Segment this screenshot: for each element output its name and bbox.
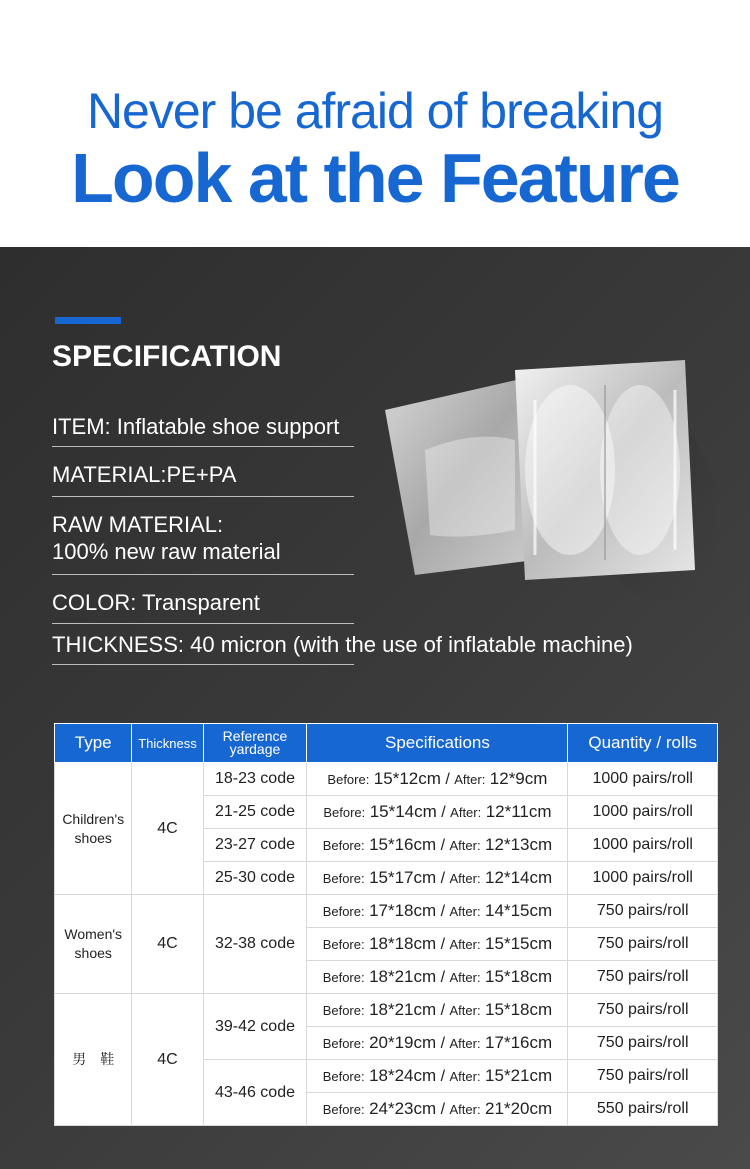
table-row — [55, 994, 718, 1027]
after-value: 21*20cm — [485, 1099, 553, 1118]
qty-cell: 550 pairs/roll — [568, 1093, 718, 1126]
spec-cell: Before: 24*23cm / After: 21*20cm — [307, 1093, 568, 1126]
qty-cell: 750 pairs/roll — [568, 1060, 718, 1093]
ref-cell: 25-30 code — [203, 862, 307, 895]
thickness-cell: 4C — [132, 763, 203, 895]
after-label: After: — [449, 838, 481, 853]
ref-cell: 21-25 code — [203, 796, 307, 829]
spec-thickness: THICKNESS: 40 micron (with the use of inflatable machine) — [52, 632, 633, 657]
before-value: 15*17cm — [369, 868, 437, 887]
type-label: Children's — [62, 810, 125, 827]
ref-cell: 43-46 code — [203, 1060, 307, 1126]
subtitle: Never be afraid of breaking — [86, 83, 664, 139]
header-ref-line2: yardage — [229, 741, 281, 757]
type-label: shoes — [74, 945, 112, 961]
after-label: After: — [449, 1069, 481, 1084]
spec-cell: Before: 18*21cm / After: 15*18cm — [307, 961, 568, 994]
after-value: 17*16cm — [485, 1033, 553, 1052]
spec-raw-material-label: RAW MATERIAL: — [52, 512, 224, 537]
before-label: Before: — [323, 805, 366, 820]
after-label: After: — [449, 937, 481, 952]
spec-color: COLOR: Transparent — [52, 590, 260, 615]
after-label: After: — [449, 970, 481, 985]
qty-cell: 1000 pairs/roll — [568, 862, 718, 895]
ref-cell: 23-27 code — [203, 829, 307, 862]
header-thickness: Thickness — [132, 724, 203, 763]
after-value: 15*18cm — [485, 967, 553, 986]
after-value: 14*15cm — [485, 901, 553, 920]
before-label: Before: — [322, 937, 365, 952]
before-label: Before: — [322, 1069, 365, 1084]
spec-cell: Before: 20*19cm / After: 17*16cm — [307, 1027, 568, 1060]
spec-cell: Before: 17*18cm / After: 14*15cm — [307, 895, 568, 928]
spec-cell: Before: 18*18cm / After: 15*15cm — [307, 928, 568, 961]
header-ref-line1: Reference — [222, 728, 288, 744]
qty-cell: 1000 pairs/roll — [568, 763, 718, 796]
ref-cell: 39-42 code — [203, 994, 307, 1060]
spec-material: MATERIAL:PE+PA — [52, 462, 237, 487]
after-value: 15*15cm — [485, 934, 553, 953]
qty-cell: 1000 pairs/roll — [568, 796, 718, 829]
divider — [52, 664, 354, 665]
spec-heading: SPECIFICATION — [52, 340, 282, 373]
before-label: Before: — [327, 772, 370, 787]
inflatable-shoe-support-bag-icon — [385, 360, 715, 600]
before-value: 15*12cm — [373, 769, 441, 788]
table-row — [55, 895, 718, 928]
after-label: After: — [449, 1036, 481, 1051]
before-label: Before: — [322, 1102, 365, 1117]
qty-cell: 750 pairs/roll — [568, 1027, 718, 1060]
spec-cell: Before: 15*17cm / After: 12*14cm — [307, 862, 568, 895]
after-value: 12*9cm — [489, 769, 548, 788]
qty-cell: 750 pairs/roll — [568, 928, 718, 961]
after-label: After: — [449, 904, 481, 919]
accent-bar — [55, 317, 121, 324]
divider — [52, 446, 354, 447]
before-value: 18*21cm — [369, 967, 437, 986]
ref-cell: 18-23 code — [203, 763, 307, 796]
before-label: Before: — [322, 871, 365, 886]
divider — [52, 574, 354, 575]
qty-cell: 1000 pairs/roll — [568, 829, 718, 862]
header-specifications: Specifications — [307, 724, 568, 763]
before-value: 17*18cm — [369, 901, 437, 920]
spec-table — [54, 723, 718, 1126]
before-value: 15*14cm — [369, 802, 437, 821]
type-cell — [55, 763, 132, 895]
spec-item: ITEM: Inflatable shoe support — [52, 414, 340, 439]
after-label: After: — [449, 1003, 481, 1018]
header-type: Type — [55, 724, 132, 763]
divider — [52, 496, 354, 497]
before-label: Before: — [322, 970, 365, 985]
qty-cell: 750 pairs/roll — [568, 895, 718, 928]
before-value: 20*19cm — [369, 1033, 437, 1052]
divider — [52, 623, 354, 624]
after-value: 12*13cm — [485, 835, 553, 854]
header-quantity: Quantity / rolls — [568, 724, 718, 763]
after-value: 12*14cm — [485, 868, 553, 887]
before-value: 15*16cm — [369, 835, 437, 854]
type-cell: 男 鞋 — [55, 994, 132, 1126]
after-label: After: — [454, 772, 486, 787]
header-banner — [0, 0, 750, 247]
before-label: Before: — [322, 838, 365, 853]
spec-cell: Before: 15*14cm / After: 12*11cm — [307, 796, 568, 829]
after-value: 15*18cm — [485, 1000, 553, 1019]
spec-cell: Before: 15*16cm / After: 12*13cm — [307, 829, 568, 862]
after-label: After: — [449, 871, 481, 886]
spec-raw-material-value: 100% new raw material — [52, 539, 281, 564]
type-cell — [55, 895, 132, 994]
after-value: 12*11cm — [485, 802, 552, 821]
before-label: Before: — [322, 904, 365, 919]
qty-cell: 750 pairs/roll — [568, 994, 718, 1027]
before-value: 18*18cm — [369, 934, 437, 953]
type-label: Women's — [64, 926, 123, 942]
type-label: shoes — [74, 829, 112, 846]
before-label: Before: — [322, 1003, 365, 1018]
before-label: Before: — [322, 1036, 365, 1051]
before-value: 18*24cm — [369, 1066, 437, 1085]
spec-cell: Before: 18*24cm / After: 15*21cm — [307, 1060, 568, 1093]
after-label: After: — [450, 805, 482, 820]
table-row — [55, 763, 718, 796]
table-header-row — [55, 724, 718, 763]
qty-cell: 750 pairs/roll — [568, 961, 718, 994]
ref-cell: 32-38 code — [203, 895, 307, 994]
before-value: 18*21cm — [369, 1000, 437, 1019]
header-reference-yardage — [203, 724, 307, 763]
after-label: After: — [449, 1102, 481, 1117]
before-value: 24*23cm — [369, 1099, 437, 1118]
page-title: Look at the Feature — [71, 139, 679, 217]
thickness-cell: 4C — [132, 994, 203, 1126]
thickness-cell: 4C — [132, 895, 203, 994]
spec-cell: Before: 15*12cm / After: 12*9cm — [307, 763, 568, 796]
spec-cell: Before: 18*21cm / After: 15*18cm — [307, 994, 568, 1027]
after-value: 15*21cm — [485, 1066, 553, 1085]
